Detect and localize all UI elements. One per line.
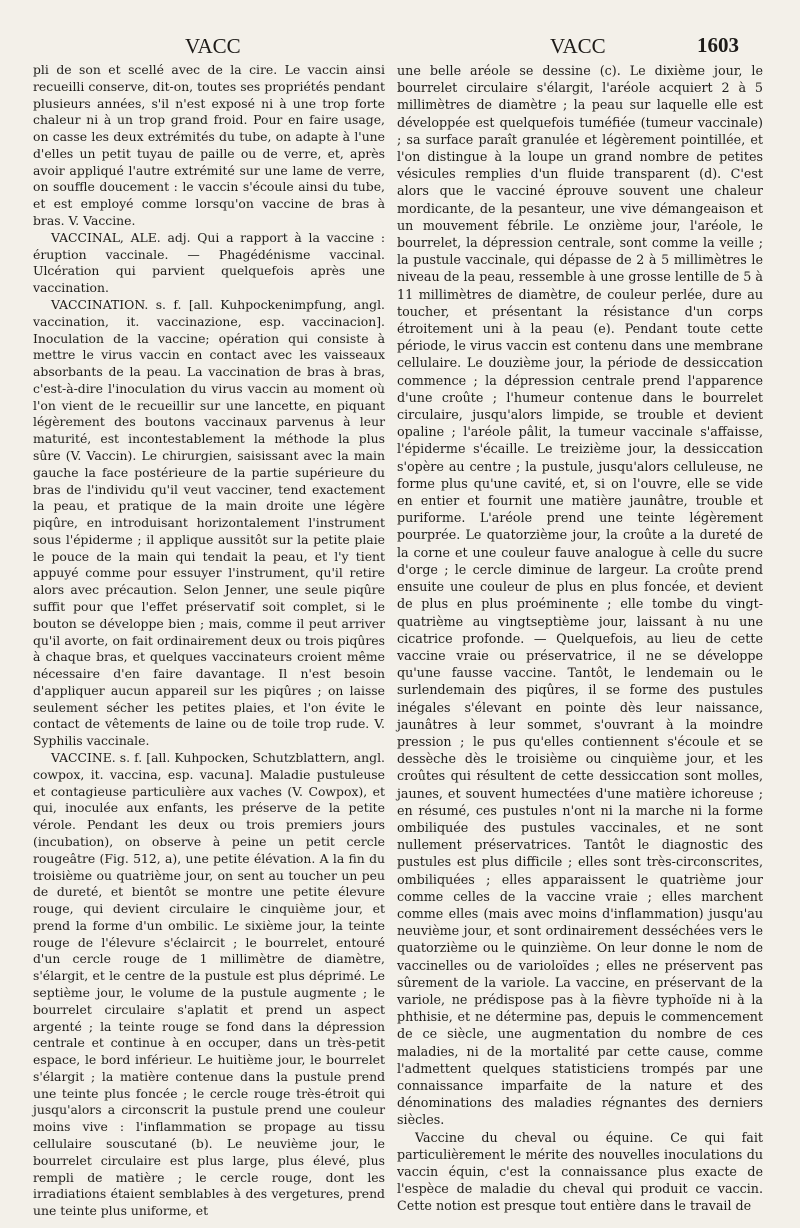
entry-vaccinal: VACCINAL, ALE. adj. Qui a rapport à la vaccine : éruption vaccinale. — Phagédénisme vaccinal. Ulcération qui parvient quelquefois après une vaccination. bbox=[33, 229, 385, 296]
page-number: 1603 bbox=[697, 33, 739, 57]
left-running-head: VACC bbox=[185, 34, 241, 58]
vaccine-du-cheval-paragraph: Vaccine du cheval ou équine. Ce qui fait particulièrement le mérite des nouvelles inoculations du vaccin équin, c'est la connaissance plus exacte de l'espèce de maladie du cheval qui produit ce vaccin. Cette notion est presque tout entière dans le travail de bbox=[397, 1129, 763, 1214]
right-column bbox=[397, 62, 763, 1215]
entry-vaccination: VACCINATION. s. f. [all. Kuhpockenimpfung, angl. vaccination, it. vaccinazione, esp. vaccinacion]. Inoculation de la vaccine; opération qui consiste à mettre le virus vaccin en contact avec les vaisseaux absorbants de la peau. La vaccination de bras à bras, c'est-à-dire l'inoculation du virus vaccin au moment où l'on vient de le recueillir sur une lancette, en piquant légèrement des boutons vaccinaux parvenus à leur maturité, est incontestablement la méthode la plus sûre (V. Vaccin). Le chirurgien, saisissant avec la main gauche la face postérieure de la partie supérieure du bras de l'individu qu'il veut vacciner, tend exactement la peau, et pratique de la main droite une légère piqûre, en introduisant horizontalement l'instrument sous l'épiderme ; il applique aussitôt sur la petite plaie le pouce de la main qui tendait la peau, et l'y tient appuyé comme pour essuyer l'instrument, qu'il retire alors avec précaution. Selon Jenner, une seule piqûre suffit pour que l'effet préservatif soit complet, si le bouton se développe bien ; mais, comme il peut arriver qu'il avorte, on fait ordinairement deux ou trois piqûres à chaque bras, et quelques vaccinateurs croient même nécessaire d'en faire davantage. Il n'est besoin d'appliquer aucun appareil sur les piqûres ; on laisse seulement sécher les petites plaies, et l'on évite le contact de vêtements de laine ou de toile trop rude. V. Syphilis vaccinale. bbox=[33, 296, 385, 749]
vaccine-continuation: une belle aréole se dessine (c). Le dixième jour, le bourrelet circulaire s'élargit, l'aréole acquiert 2 à 5 millimètres de diamètre ; la peau sur laquelle elle est développée est quelquefois tuméfiée (tumeur vaccinale) ; sa surface paraît granulée et légèrement pointillée, et l'on distingue à la loupe un grand nombre de petites vésicules remplies d'un fluide transparent (d). C'est alors que le vacciné éprouve souvent une chaleur mordicante, de la pesanteur, une vive démangeaison et un mouvement fébrile. Le onzième jour, l'aréole, le bourrelet, la dépression centrale, sont comme la veille ; la pustule vaccinale, qui dépasse de 2 à 5 millimètres le niveau de la peau, ressemble à une grosse lentille de 5 à 11 millimètres de diamètre, de couleur perlée, dure au toucher, et présentant la résistance d'un corps étroitement uni à la peau (e). Pendant toute cette période, le virus vaccin est contenu dans une membrane cellulaire. Le douzième jour, la période de dessiccation commence ; la dépression centrale prend l'apparence d'une croûte ; l'humeur contenue dans le bourrelet circulaire, jusqu'alors limpide, se trouble et devient opaline ; l'aréole pâlit, la tumeur vaccinale s'affaisse, l'épiderme s'écaille. Le treizième jour, la dessiccation s'opère au centre ; la pustule, jusqu'alors celluleuse, ne forme plus qu'une cavité, et, si on l'ouvre, elle se vide en entier et fournit une matière jaunâtre, trouble et puriforme. L'aréole prend une teinte légèrement pourprée. Le quatorzième jour, la croûte a la dureté de la corne et une couleur fauve analogue à celle du sucre d'orge ; le cercle diminue de largeur. La croûte prend ensuite une couleur de plus en plus foncée, et devient de plus en plus proéminente ; elle tombe du vingt-quatrième au vingtseptième jour, laissant à nu une cicatrice profonde. — Quelquefois, au lieu de cette vaccine vraie ou préservatrice, il ne se développe qu'une fausse vaccine. Tantôt, le lendemain ou le surlendemain des piqûres, il se forme des pustules inégales s'élevant en pointe dès leur naissance, jaunâtres à leur sommet, s'ouvrant à la moindre pression ; le pus qu'elles contiennent s'écoule et se dessèche dès le troisième ou cinquième jour, et les croûtes qui résultent de cette dessiccation sont molles, jaunes, et souvent humectées d'une matière ichoreuse ; en résumé, ces pustules n'ont ni la marche ni la forme ombiliquée des pustules vaccinales, et ne sont nullement préservatrices. Tantôt le diagnostic des pustules est plus difficile ; elles sont très-circonscrites, ombiliquées ; elles apparaissent le quatrième jour comme celles de la vaccine vraie ; elles marchent comme elles (mais avec moins d'inflammation) jusqu'au neuvième jour, et sont ordinairement desséchées vers le quatorzième ou le quinzième. On leur donne le nom de vaccinelles ou de varioloïdes ; elles ne préservent pas sûrement de la variole. La vaccine, en préservant de la variole, ne prédispose pas à la fièvre typhoïde ni à la phthisie, et ne détermine pas, depuis le commencement de ce siècle, une augmentation du nombre de ces maladies, ni de la mortalité par cette cause, comme l'admettent quelques statisticiens trompés par une connaissance imparfaite de la nature et des dénominations des maladies régnantes des derniers siècles. bbox=[397, 63, 763, 1128]
left-column bbox=[33, 62, 385, 1220]
page-header bbox=[0, 34, 800, 60]
right-running-head: VACC bbox=[550, 34, 606, 58]
entry-vaccine: VACCINE. s. f. [all. Kuhpocken, Schutzblattern, angl. cowpox, it. vaccina, esp. vacuna]. Maladie pustuleuse et contagieuse particulière aux vaches (V. Cowpox), et qui, inoculée aux enfants, les préserve de la petite vérole. Pendant les deux ou trois premiers jours (incubation), on observe à peine un petit cercle rougeâtre (Fig. 512, a), une petite élévation. A la fin du troisième ou quatrième jour, on sent au toucher un peu de dureté, et bientôt se montre une petite élevure rouge, qui devient circulaire le cinquième jour, et prend la forme d'un ombilic. Le sixième jour, la teinte rouge de l'élevure s'éclaircit ; le bourrelet, entouré d'un cercle rouge de 1 millimètre de diamètre, s'élargit, et le centre de la pustule est plus déprimé. Le septième jour, le volume de la pustule augmente ; le bourrelet circulaire s'aplatit et prend un aspect argenté ; la teinte rouge se fond dans la dépression centrale et continue à en occuper, dans un très-petit espace, le bord inférieur. Le huitième jour, le bourrelet s'élargit ; la matière contenue dans la pustule prend une teinte plus foncée ; le cercle rouge très-étroit qui jusqu'alors a circonscrit la pustule prend une couleur moins vive : l'inflammation se propage au tissu cellulaire souscutané (b). Le neuvième jour, le bourrelet circulaire est plus large, plus élevé, plus rempli de matière ; le cercle rouge, dont les irradiations étaient semblables à des vergetures, prend une teinte plus uniforme, et bbox=[33, 750, 385, 1219]
vaccin-continuation: pli de son et scellé avec de la cire. Le vaccin ainsi recueilli conserve, dit-on, toutes ses propriétés pendant plusieurs années, s'il n'est exposé ni à une trop forte chaleur ni à un trop grand froid. Pour en faire usage, on casse les deux extrémités du tube, on adapte à l'une d'elles un petit tuyau de paille ou de verre, et, après avoir appliqué l'autre extrémité sur une lame de verre, on souffle doucement : le vaccin s'écoule ainsi du tube, et est employé comme lorsqu'on vaccine de bras à bras. V. Vaccine. bbox=[33, 62, 385, 229]
